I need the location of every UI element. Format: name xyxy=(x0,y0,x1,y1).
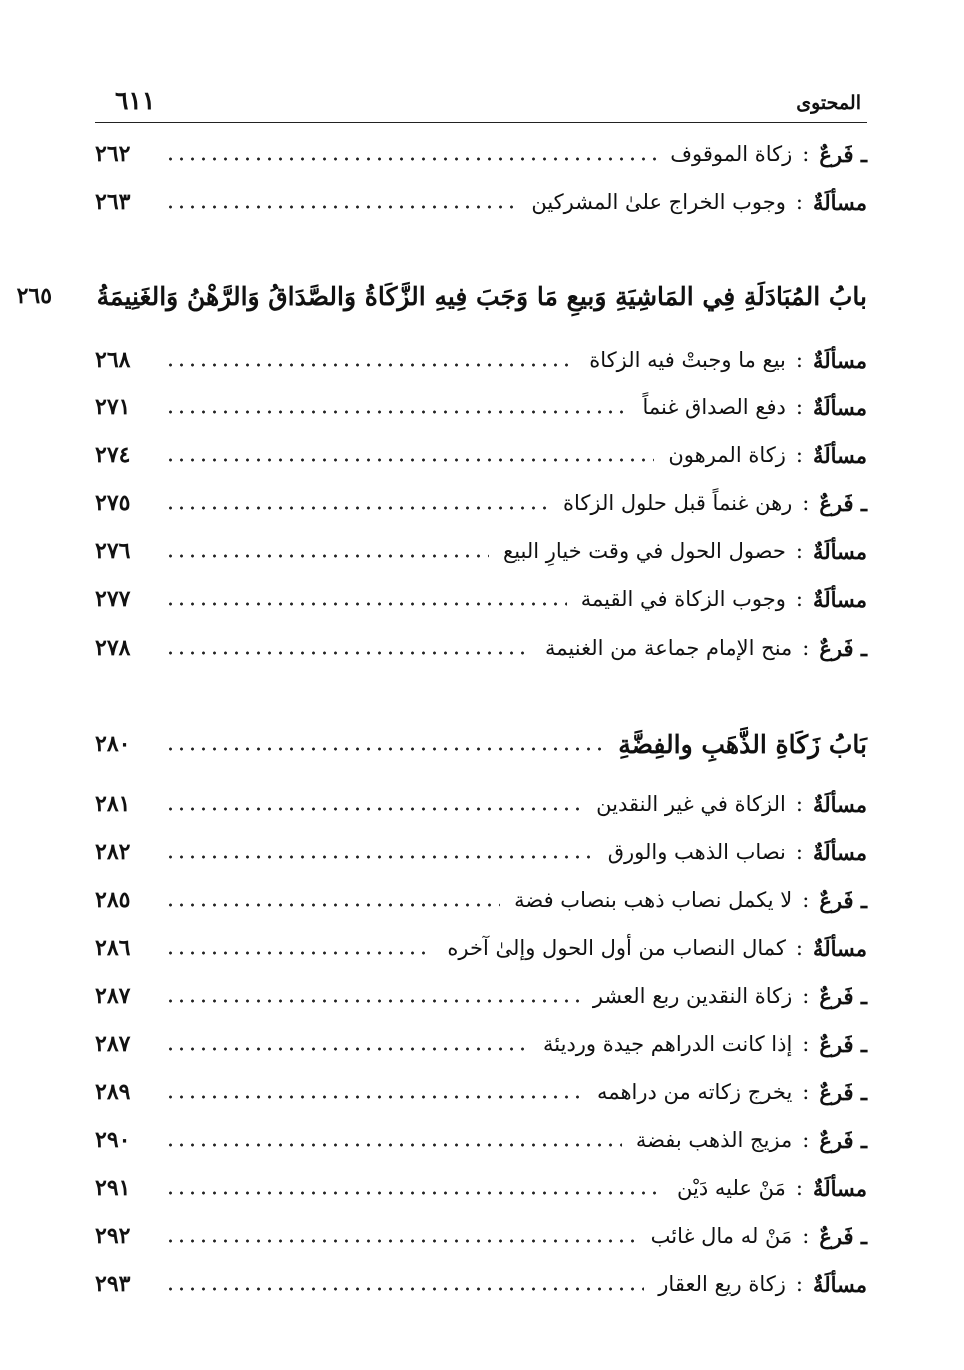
entry-page-number: ٢٨٩ xyxy=(95,1079,131,1105)
entry-title: مَنْ له مال غائب xyxy=(650,1224,793,1248)
entry-label: ـ فَرعٌ xyxy=(819,141,867,167)
entry-page-number: ٢٧٤ xyxy=(95,442,131,468)
entry-colon: : xyxy=(795,936,803,960)
entry-colon: : xyxy=(795,348,803,372)
entry-label: مسألَةٌ xyxy=(812,394,867,420)
dot-leader xyxy=(165,903,500,907)
entry-title: كمال النصاب من أول الحول وإلىٰ آخره xyxy=(447,936,786,960)
entry-title: رهن غنماً قبل حلول الزكاة xyxy=(562,491,793,515)
entry-page-number: ٢٨١ xyxy=(95,791,131,817)
toc-entry xyxy=(95,1166,867,1210)
entry-title: بيع ما وجبتْ فيه الزكاة xyxy=(589,348,786,372)
dot-leader xyxy=(165,1239,637,1243)
entry-label: مسألَةٌ xyxy=(812,935,867,961)
entry-title: إذا كانت الدراهم جيدة ورديئة xyxy=(543,1032,793,1056)
entry-page-number: ٢٩٢ xyxy=(95,1223,131,1249)
entry-colon: : xyxy=(802,142,810,166)
entry-title: زكاة النقدين ربع العشر xyxy=(592,984,793,1008)
chapter-page-number: ٢٨٠ xyxy=(95,731,131,757)
toc-entry xyxy=(95,782,867,826)
entry-colon: : xyxy=(802,1224,810,1248)
header-page-number: ٦١١ xyxy=(115,86,156,115)
entry-title: زكاة ريع العقار xyxy=(658,1272,786,1296)
toc-entry xyxy=(95,626,867,670)
entry-title: مزيج الذهب بفضة xyxy=(635,1128,793,1152)
entry-title: دفع الصداق غنماً xyxy=(642,395,786,419)
dot-leader xyxy=(165,999,579,1003)
toc-entry xyxy=(95,385,867,429)
entry-title: مَنْ عليه دَيْن xyxy=(677,1176,786,1200)
entry-page-number: ٢٦٢ xyxy=(95,141,131,167)
toc-entry xyxy=(95,1214,867,1258)
dot-leader xyxy=(165,205,517,209)
entry-page-number: ٢٨٧ xyxy=(95,1031,131,1057)
entry-title: زكاة الموقوف xyxy=(670,142,793,166)
toc-entry xyxy=(95,529,867,573)
dot-leader xyxy=(165,458,654,462)
dot-leader xyxy=(165,855,594,859)
toc-entry xyxy=(95,132,867,176)
entry-label: ـ فَرعٌ xyxy=(819,490,867,516)
entry-page-number: ٢٩١ xyxy=(95,1175,131,1201)
toc-entry xyxy=(95,180,867,224)
toc-entry xyxy=(95,1262,867,1306)
entry-page-number: ٢٦٣ xyxy=(95,189,131,215)
toc-entry xyxy=(95,974,867,1018)
entry-label: ـ فَرعٌ xyxy=(819,1127,867,1153)
toc-entry xyxy=(95,433,867,477)
dot-leader xyxy=(165,363,575,367)
toc-entry xyxy=(95,1070,867,1114)
entry-title: زكاة المرهون xyxy=(668,443,786,467)
entry-page-number: ٢٨٧ xyxy=(95,983,131,1009)
entry-page-number: ٢٨٦ xyxy=(95,935,131,961)
entry-label: ـ فَرعٌ xyxy=(819,1223,867,1249)
entry-colon: : xyxy=(795,587,803,611)
entry-colon: : xyxy=(795,395,803,419)
entry-colon: : xyxy=(802,888,810,912)
dot-leader xyxy=(165,807,582,811)
dot-leader xyxy=(165,157,656,161)
entry-label: مسألَةٌ xyxy=(812,1175,867,1201)
toc-chapter-heading xyxy=(95,722,867,766)
dot-leader xyxy=(165,602,567,606)
entry-label: مسألَةٌ xyxy=(812,586,867,612)
entry-label: مسألَةٌ xyxy=(812,538,867,564)
entry-colon: : xyxy=(795,840,803,864)
dot-leader xyxy=(165,747,608,751)
entry-colon: : xyxy=(802,636,810,660)
toc-entry xyxy=(95,338,867,382)
entry-colon: : xyxy=(795,539,803,563)
entry-page-number: ٢٧٦ xyxy=(95,538,131,564)
entry-title: لا يكمل نصاب ذهب بنصاب فضة xyxy=(514,888,793,912)
toc-entry xyxy=(95,1022,867,1066)
entry-title: وجوب الخراج علىٰ المشركين xyxy=(531,190,786,214)
dot-leader xyxy=(165,410,629,414)
entry-label: ـ فَرعٌ xyxy=(819,887,867,913)
entry-label: ـ فَرعٌ xyxy=(819,983,867,1009)
entry-page-number: ٢٧١ xyxy=(95,394,131,420)
header-title: المحتوى xyxy=(796,92,861,114)
entry-colon: : xyxy=(795,1176,803,1200)
entry-label: مسألَةٌ xyxy=(812,442,867,468)
entry-label: ـ فَرعٌ xyxy=(819,1031,867,1057)
entry-colon: : xyxy=(802,491,810,515)
entry-title: منح الإمام جماعة من الغنيمة xyxy=(545,636,793,660)
entry-label: مسألَةٌ xyxy=(812,839,867,865)
toc-entry xyxy=(95,926,867,970)
entry-label: مسألَةٌ xyxy=(812,791,867,817)
dot-leader xyxy=(165,1095,583,1099)
entry-colon: : xyxy=(802,1128,810,1152)
entry-label: ـ فَرعٌ xyxy=(819,635,867,661)
entry-label: ـ فَرعٌ xyxy=(819,1079,867,1105)
toc-entry xyxy=(95,577,867,621)
toc-chapter-heading xyxy=(16,274,867,318)
entry-page-number: ٢٨٥ xyxy=(95,887,131,913)
entry-title: نصاب الذهب والورق xyxy=(607,840,786,864)
toc-entry xyxy=(95,878,867,922)
entry-colon: : xyxy=(795,190,803,214)
entry-page-number: ٢٧٧ xyxy=(95,586,131,612)
entry-label: مسألَةٌ xyxy=(812,347,867,373)
entry-page-number: ٢٩٠ xyxy=(95,1127,131,1153)
entry-page-number: ٢٩٣ xyxy=(95,1271,131,1297)
entry-title: الزكاة في غير النقدين xyxy=(596,792,786,816)
chapter-title: بَابُ زَكَاةِ الذَّهَبِ والفِضَّةِ xyxy=(618,729,867,759)
toc-entry xyxy=(95,830,867,874)
toc-entry xyxy=(95,481,867,525)
toc-entry xyxy=(95,1118,867,1162)
entry-colon: : xyxy=(795,443,803,467)
entry-colon: : xyxy=(795,1272,803,1296)
entry-page-number: ٢٧٥ xyxy=(95,490,131,516)
dot-leader xyxy=(165,651,531,655)
entry-colon: : xyxy=(802,984,810,1008)
entry-colon: : xyxy=(795,792,803,816)
entry-title: حصول الحول في وقت خيارِ البيع xyxy=(503,539,786,563)
dot-leader xyxy=(165,1143,622,1147)
dot-leader xyxy=(165,554,489,558)
entry-title: وجوب الزكاة في القيمة xyxy=(580,587,786,611)
entry-colon: : xyxy=(802,1080,810,1104)
dot-leader xyxy=(165,1287,644,1291)
entry-page-number: ٢٦٨ xyxy=(95,347,131,373)
dot-leader xyxy=(165,506,549,510)
dot-leader xyxy=(165,951,433,955)
entry-colon: : xyxy=(802,1032,810,1056)
entry-label: مسألَةٌ xyxy=(812,1271,867,1297)
dot-leader xyxy=(165,1047,529,1051)
chapter-title: بابُ المُبَادَلَةِ فِي المَاشِيَةِ وَبيعِ مَا وَجَبَ فِيهِ الزَّكَاةُ وَالصَّدَاقُ وَالرَّهْنُ وَالغَنِيمَةُ xyxy=(96,281,867,311)
entry-page-number: ٢٨٢ xyxy=(95,839,131,865)
entry-title: يخرج زكاته من دراهمه xyxy=(597,1080,793,1104)
entry-label: مسألَةٌ xyxy=(812,189,867,215)
chapter-page-number: ٢٦٥ xyxy=(16,283,53,309)
dot-leader xyxy=(165,1191,663,1195)
entry-page-number: ٢٧٨ xyxy=(95,635,131,661)
